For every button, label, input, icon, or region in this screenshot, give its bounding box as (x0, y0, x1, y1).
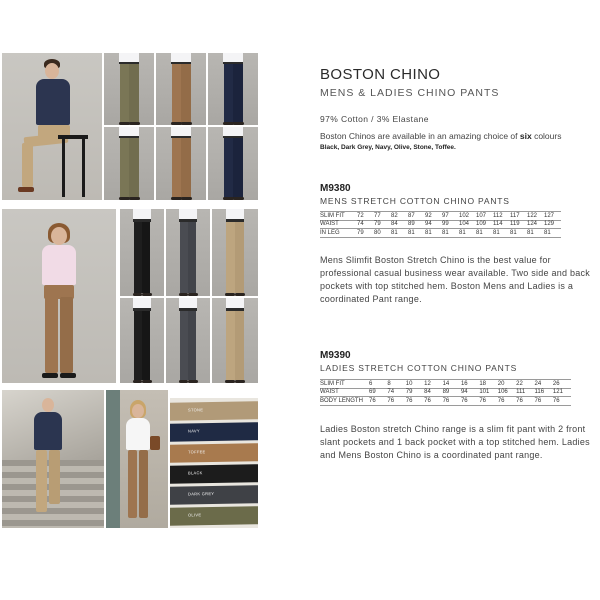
size-cell: 24 (534, 380, 542, 387)
size-cell: 76 (552, 397, 560, 404)
colour-availability (320, 131, 561, 141)
pant-photo-toffee-front (156, 53, 206, 125)
size-cell: 76 (516, 397, 523, 404)
size-cell: 89 (442, 389, 450, 396)
size-cell: 76 (369, 397, 376, 404)
mens-product-code: M9380 (320, 183, 351, 194)
size-row-label: WAIST (320, 221, 339, 228)
ladies-lifestyle-photo (106, 390, 168, 528)
size-row (320, 388, 571, 397)
fabric-composition: 97% Cotton / 3% Elastane (320, 114, 429, 124)
ladies-description: Ladies Boston stretch Chino range is a slim fit pant with 2 front slant pockets and 1 back pocket with a top stitched hem. Ladies and Mens Boston Chino is a coordinated pant range. (320, 424, 590, 460)
size-cell: 79 (374, 221, 381, 228)
size-cell: 76 (534, 397, 542, 404)
size-cell: 16 (460, 380, 468, 387)
size-cell: 112 (493, 212, 503, 219)
size-cell: 124 (527, 221, 538, 228)
size-row-label: SLIM FIT (320, 212, 345, 219)
colours-suffix: colours (531, 131, 562, 141)
colour-swatch-stack (170, 398, 258, 528)
pant-photo-navy-front (208, 53, 258, 125)
size-row-label: BODY LENGTH (320, 397, 363, 404)
size-cell: 117 (510, 212, 520, 219)
product-title: BOSTON CHINO (320, 66, 441, 83)
size-cell: 102 (459, 212, 470, 219)
size-cell: 81 (408, 229, 415, 236)
colour-swatch (170, 464, 258, 484)
size-cell: 114 (493, 221, 503, 228)
colours-count: six (519, 131, 532, 141)
size-cell: 76 (460, 397, 468, 404)
size-cell: 69 (369, 389, 376, 396)
size-cell: 107 (476, 212, 487, 219)
size-cell: 22 (516, 380, 523, 387)
size-cell: 76 (424, 397, 431, 404)
size-cell: 89 (408, 221, 415, 228)
size-cell: 76 (442, 397, 450, 404)
size-cell: 76 (479, 397, 487, 404)
size-cell: 81 (493, 229, 500, 236)
size-row-label: SLIM FIT (320, 380, 345, 387)
pant-photo-toffee-back (156, 127, 206, 200)
size-cell: 127 (544, 212, 555, 219)
size-cell: 81 (544, 229, 551, 236)
size-cell: 20 (497, 380, 505, 387)
pant-photo-black-back (120, 298, 164, 383)
size-cell: 76 (405, 397, 413, 404)
size-cell: 81 (425, 229, 432, 236)
size-cell: 94 (425, 221, 432, 228)
size-cell: 26 (552, 380, 560, 387)
pant-photo-dark-grey-front (166, 209, 210, 296)
size-cell: 97 (442, 212, 449, 219)
colour-swatch-label: DARK GREY (188, 490, 215, 497)
mens-product-name: MENS STRETCH COTTON CHINO PANTS (320, 196, 510, 206)
size-cell: 8 (387, 380, 391, 387)
size-cell: 119 (510, 221, 520, 228)
size-row (320, 229, 561, 238)
size-cell: 106 (497, 389, 508, 396)
ladies-product-name: LADIES STRETCH COTTON CHINO PANTS (320, 363, 518, 373)
size-cell: 72 (357, 212, 364, 219)
size-cell: 81 (527, 229, 534, 236)
product-subtitle: MENS & LADIES CHINO PANTS (320, 87, 500, 99)
size-cell: 14 (442, 380, 450, 387)
pant-photo-stone-front (212, 209, 258, 296)
size-cell: 6 (369, 380, 373, 387)
size-cell: 74 (387, 389, 395, 396)
mens-lifestyle-photo (2, 390, 104, 528)
size-cell: 87 (408, 212, 415, 219)
pant-photo-olive-back (104, 127, 154, 200)
colour-swatch (170, 422, 258, 442)
size-row (320, 397, 571, 406)
size-cell: 81 (459, 229, 466, 236)
colour-swatch (170, 401, 258, 421)
colour-swatch-label: STONE (188, 407, 204, 413)
size-cell: 79 (405, 389, 413, 396)
size-cell: 74 (357, 221, 364, 228)
colour-swatch-label: NAVY (188, 428, 200, 434)
size-cell: 99 (442, 221, 449, 228)
pant-photo-dark-grey-back (166, 298, 210, 383)
size-cell: 80 (374, 229, 381, 236)
colour-swatch (170, 443, 258, 463)
colour-swatch-label: OLIVE (188, 512, 202, 518)
pant-photo-stone-back (212, 298, 258, 383)
pant-photo-navy-back (208, 127, 258, 200)
ladies-size-table (320, 379, 571, 406)
size-cell: 116 (534, 389, 545, 396)
mens-model-photo (2, 53, 102, 200)
size-cell: 84 (424, 389, 431, 396)
size-cell: 82 (391, 212, 398, 219)
size-cell: 81 (391, 229, 398, 236)
colour-swatch-label: TOFFEE (188, 449, 206, 455)
size-cell: 104 (459, 221, 470, 228)
size-cell: 81 (442, 229, 449, 236)
size-row (320, 380, 571, 389)
colours-intro: Boston Chinos are available in an amazing choice of (320, 131, 520, 141)
size-cell: 18 (479, 380, 487, 387)
size-row-label: IN LEG (320, 229, 340, 236)
colour-list: Black, Dark Grey, Navy, Olive, Stone, Toffee. (320, 144, 456, 151)
size-cell: 76 (387, 397, 395, 404)
size-cell: 12 (424, 380, 431, 387)
size-row-label: WAIST (320, 389, 339, 396)
pant-photo-olive-front (104, 53, 154, 125)
size-cell: 129 (544, 221, 555, 228)
size-row (320, 212, 561, 221)
size-cell: 101 (479, 389, 490, 396)
colour-swatch (170, 485, 258, 505)
size-cell: 77 (374, 212, 381, 219)
size-cell: 10 (405, 380, 413, 387)
size-cell: 109 (476, 221, 487, 228)
ladies-product-code: M9390 (320, 350, 351, 361)
size-row (320, 220, 561, 229)
ladies-model-photo (2, 209, 116, 383)
size-cell: 122 (527, 212, 538, 219)
size-cell: 79 (357, 229, 364, 236)
size-cell: 111 (516, 389, 526, 396)
mens-size-table (320, 211, 561, 238)
colour-swatch-label: BLACK (188, 470, 203, 476)
size-cell: 81 (476, 229, 483, 236)
size-cell: 84 (391, 221, 398, 228)
size-cell: 121 (552, 389, 563, 396)
mens-description: Mens Slimfit Boston Stretch Chino is the best value for professional casual business wear available. Two side and back pockets with top stitched hem. Boston Mens and Ladies is a coordinated Pant range. (320, 255, 590, 304)
colour-swatch (170, 506, 258, 526)
size-cell: 81 (510, 229, 517, 236)
size-cell: 94 (460, 389, 468, 396)
size-cell: 76 (497, 397, 505, 404)
size-cell: 92 (425, 212, 432, 219)
pant-photo-black-front (120, 209, 164, 296)
